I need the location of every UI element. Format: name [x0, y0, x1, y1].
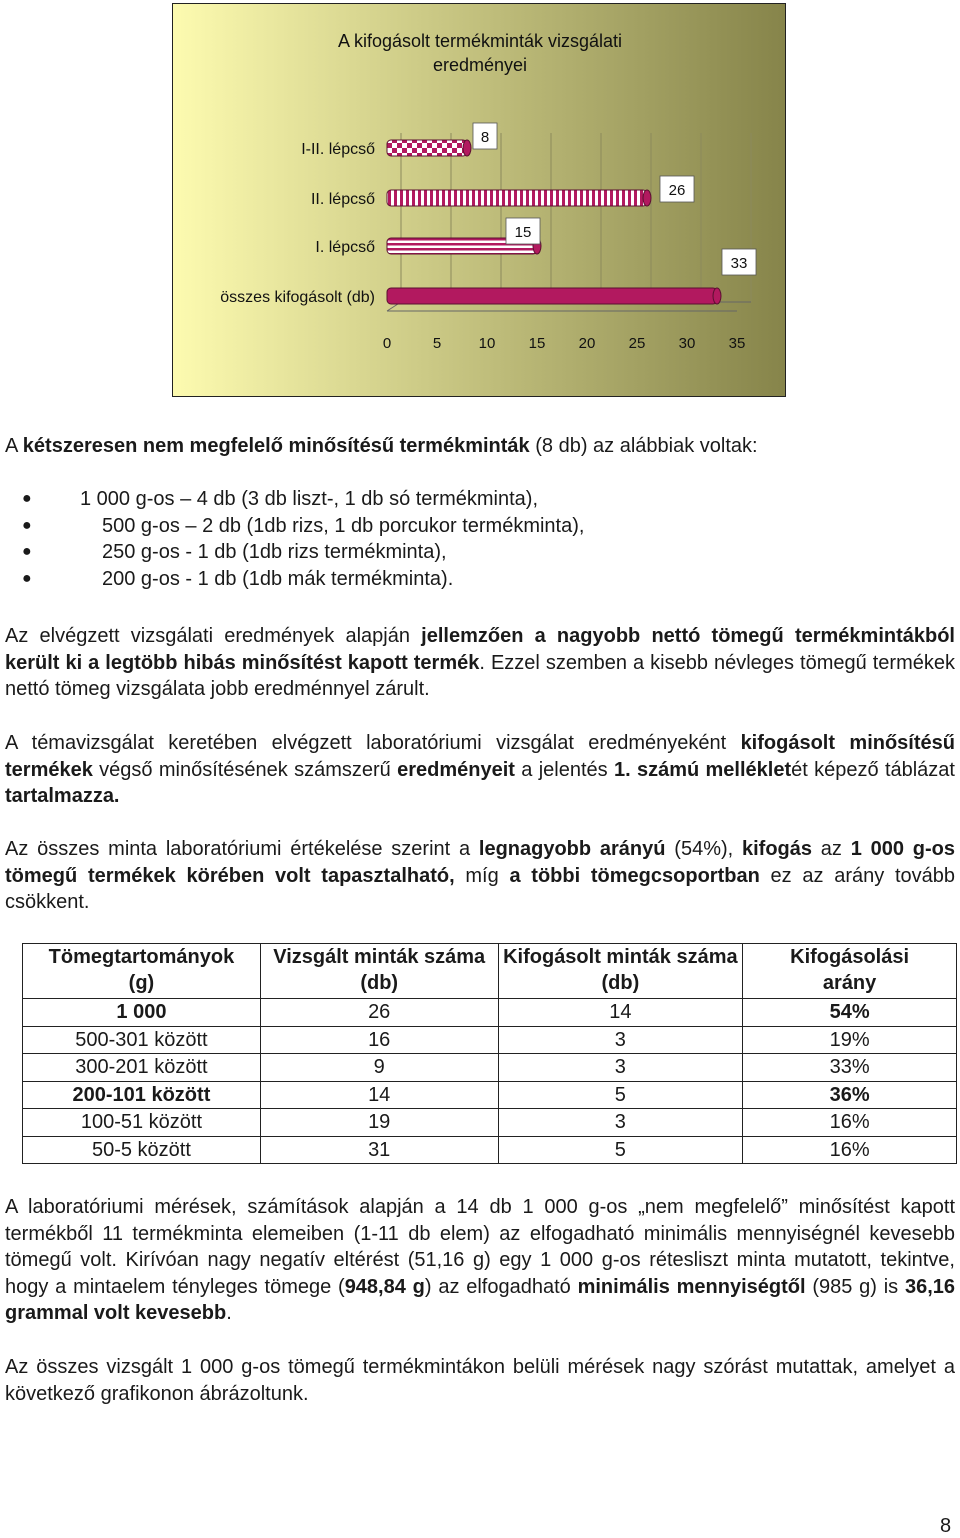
paragraph-measurements [5, 1194, 955, 1327]
results-table [22, 943, 957, 1164]
p3-bold-4: a többi tömegcsoportban [509, 864, 760, 887]
p3-text-5: ez az arány tovább csökkent. [5, 864, 955, 913]
table-cell: 14 [260, 1081, 498, 1109]
paragraph-dispersion: Az összes vizsgált 1 000 g-os tömegű termékmintákon belüli mérések nagy szórást mutattak, amelyet a következő grafikonon ábrázoltunk. [5, 1356, 955, 1405]
p2-text-2: végső minősítésének számszerű [92, 758, 398, 781]
p2-bold-3: 1. számú melléklet [613, 758, 792, 781]
p4-text-3: (985 g) is [805, 1275, 905, 1298]
p3-bold-2: kifogás [741, 838, 813, 860]
list-item-text: 1 000 g-os – 4 db (3 db liszt-, 1 db só termékminta), [80, 488, 538, 510]
table-cell: 50-5 között [23, 1136, 261, 1164]
table-row [23, 1136, 957, 1164]
p2-bold-1: kifogásolt minősítésű termékek [5, 732, 955, 781]
p3-text-2: (54%), [665, 838, 742, 860]
category-label: összes kifogásolt (db) [220, 289, 375, 306]
bullet-icon: ● [22, 543, 32, 560]
p2-text-3: a jelentés [514, 758, 614, 781]
paragraph-lab-results [5, 730, 955, 810]
paragraph-ratio [5, 836, 955, 916]
p2-text-4: ét képező táblázat [791, 758, 955, 781]
p2-bold-2: eredményeit [397, 758, 515, 781]
p4-bold-2: minimális mennyiségtől [577, 1275, 806, 1298]
data-label [660, 176, 694, 202]
bar-step-1-2 [387, 140, 471, 156]
table-cell: 3 [498, 1026, 743, 1054]
table-cell: 5 [498, 1081, 743, 1109]
p3-text-4: míg [454, 864, 510, 887]
table-cell: 16 [260, 1026, 498, 1054]
data-label [722, 249, 756, 275]
list-item-text: 200 g-os - 1 db (1db mák termékminta). [102, 567, 454, 590]
category-label: I. lépcső [315, 239, 375, 256]
p1-bold-1: jellemzően a nagyobb nettó tömegű termékmintákból került ki a legtöbb hibás minősítést kapott termék [5, 625, 955, 674]
table-row [23, 1054, 957, 1082]
p1-text-1: Az elvégzett vizsgálati eredmények alapján [5, 625, 422, 647]
table-cell: 3 [498, 1109, 743, 1137]
p2-bold-4: tartalmazza. [5, 785, 120, 807]
header-weight-range: Tömegtartományok (g) [23, 944, 261, 999]
p1-text-2: . Ezzel szemben a kisebb névleges tömegű termékek nettó tömeg vizsgálata jobb eredménnyel zárult. [5, 651, 955, 700]
chart-title-line2: eredményei [432, 55, 528, 75]
x-tick-label: 35 [728, 335, 746, 352]
table-cell: 100-51 között [23, 1109, 261, 1137]
intro-bold: kétszeresen nem megfelelő minősítésű termékminták [22, 435, 530, 457]
x-tick-label: 25 [628, 335, 646, 352]
table-cell: 54% [743, 999, 957, 1027]
chart-title-line1: A kifogásolt termékminták vizsgálati [337, 31, 623, 51]
intro-text-end: (8 db) az alábbiak voltak: [529, 435, 758, 457]
table-cell: 19% [743, 1026, 957, 1054]
svg-text:33: 33 [730, 255, 748, 272]
table-cell: 33% [743, 1054, 957, 1082]
table-cell: 16% [743, 1109, 957, 1137]
table-cell: 500-301 között [23, 1026, 261, 1054]
x-tick-label: 5 [432, 335, 442, 352]
table-cell: 300-201 között [23, 1054, 261, 1082]
svg-text:8: 8 [480, 129, 490, 146]
p3-bold-3: 1 000 g-os tömegű termékek körében volt tapasztalható, [5, 838, 955, 887]
table-cell: 36% [743, 1081, 957, 1109]
p4-text-1: A laboratóriumi mérések, számítások alapján a 14 db 1 000 g-os „nem megfelelő” minősítést kapott termékből 11 termékminta elemeiben (1-11 db elem) az elfogadható minimális mennyiségnél kevesebb tömegű volt. Kirívóan nagy negatív eltérést (51,16 g) egy 1 000 g-os rétesliszt minta mutatott, tekintve, hogy a mintaelem tényleges tömege ( [5, 1196, 955, 1298]
x-tick-label: 30 [678, 335, 696, 352]
table-cell: 31 [260, 1136, 498, 1164]
category-label: II. lépcső [310, 191, 375, 208]
table-row [23, 1026, 957, 1054]
list-item-text: 500 g-os – 2 db (1db rizs, 1 db porcukor termékminta), [102, 514, 585, 537]
header-rejection-rate: Kifogásolási arány [743, 944, 957, 999]
data-label [473, 123, 497, 149]
intro-paragraph [5, 433, 955, 460]
x-tick-label: 20 [578, 335, 596, 352]
table-cell: 26 [260, 999, 498, 1027]
chart-canvas [172, 3, 786, 397]
table-row [23, 999, 957, 1027]
bar-total-rejected [387, 288, 721, 304]
x-tick-label: 0 [382, 335, 392, 352]
p4-bold-1: 948,84 g [344, 1275, 425, 1298]
table-row [23, 1081, 957, 1109]
p3-bold-1: legnagyobb arányú [478, 838, 666, 860]
p4-text-2: ) az elfogadható [424, 1275, 578, 1298]
svg-text:26: 26 [668, 182, 686, 199]
p4-bold-3: 36,16 grammal volt kevesebb [5, 1275, 956, 1324]
p3-text-1: Az összes minta laboratóriumi értékelése szerint a [5, 838, 479, 860]
table-cell: 3 [498, 1054, 743, 1082]
bullet-icon: ● [22, 490, 32, 507]
table-header-row [23, 944, 957, 999]
table-cell: 14 [498, 999, 743, 1027]
table-cell: 9 [260, 1054, 498, 1082]
results-bar-chart [172, 3, 786, 397]
header-rejected-samples: Kifogásolt minták száma (db) [498, 944, 743, 999]
p4-text-4: . [226, 1302, 232, 1324]
table-cell: 19 [260, 1109, 498, 1137]
intro-text-start: A [5, 435, 23, 457]
x-tick-label: 15 [528, 335, 546, 352]
header-tested-samples: Vizsgált minták száma (db) [260, 944, 498, 999]
bullet-icon: ● [22, 569, 32, 587]
table-cell: 200-101 között [23, 1081, 261, 1109]
paragraph-results [5, 623, 955, 703]
bullet-icon: ● [22, 516, 32, 534]
table-cell: 16% [743, 1136, 957, 1164]
p3-text-3: az [812, 838, 851, 860]
page-number: 8 [940, 1515, 952, 1537]
table-cell: 1 000 [23, 999, 261, 1027]
table-row [23, 1109, 957, 1137]
category-label: I-II. lépcső [301, 141, 375, 158]
svg-text:15: 15 [514, 224, 532, 241]
data-label [506, 218, 540, 244]
table-cell: 5 [498, 1136, 743, 1164]
x-tick-label: 10 [478, 335, 496, 352]
p2-text-1: A témavizsgálat keretében elvégzett laboratóriumi vizsgálat eredményeként [5, 732, 741, 754]
list-item-text: 250 g-os - 1 db (1db rizs termékminta), [102, 541, 447, 563]
bar-step-2 [387, 190, 651, 206]
